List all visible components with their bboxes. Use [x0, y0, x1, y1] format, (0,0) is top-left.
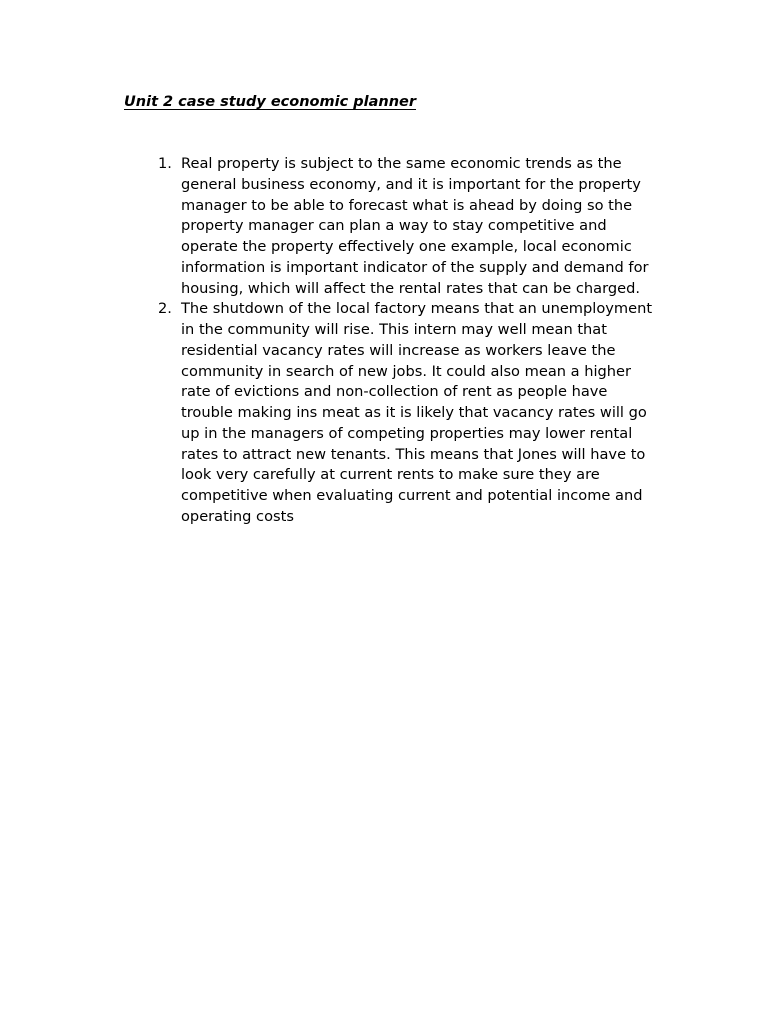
list-item-2 [158, 299, 670, 527]
list-item-number: 2. [158, 300, 172, 318]
text-line: operate the property effectively one example, local economic [181, 238, 632, 255]
text-line: up in the managers of competing properties may lower rental [181, 424, 633, 442]
text-line: trouble making ins meat as it is likely that vacancy rates will go [181, 404, 647, 421]
list-item-text [181, 299, 670, 527]
text-line: manager to be able to forecast what is ahead by doing so the [181, 196, 633, 214]
text-line: look very carefully at current rents to make sure they are [181, 466, 600, 484]
text-line: general business economy, and it is important for the property [181, 175, 641, 193]
text-line: rate of evictions and non-collection of rent as people have [181, 383, 608, 401]
list-item-number: 1. [158, 155, 172, 172]
text-line: housing, which will affect the rental rates that can be charged. [181, 279, 640, 297]
text-line: residential vacancy rates will increase as workers leave the [181, 341, 616, 359]
answer-list [158, 154, 670, 528]
text-line: information is important indicator of the supply and demand for [181, 258, 649, 276]
text-line: property manager can plan a way to stay competitive and [181, 217, 607, 235]
text-line: community in search of new jobs. It could also mean a higher [181, 362, 632, 380]
text-line: The shutdown of the local factory means that an unemployment [181, 300, 653, 318]
text-line: in the community will rise. This intern may well mean that [181, 321, 607, 338]
document-title: Unit 2 case study economic planner [124, 94, 417, 110]
text-line: competitive when evaluating current and potential income and [181, 487, 643, 504]
list-item-text [181, 154, 670, 299]
list-item-1 [158, 154, 670, 299]
text-line: operating costs [181, 507, 294, 525]
text-line: Real property is subject to the same economic trends as the [181, 155, 622, 172]
text-line: rates to attract new tenants. This means that Jones will have to [181, 445, 646, 463]
